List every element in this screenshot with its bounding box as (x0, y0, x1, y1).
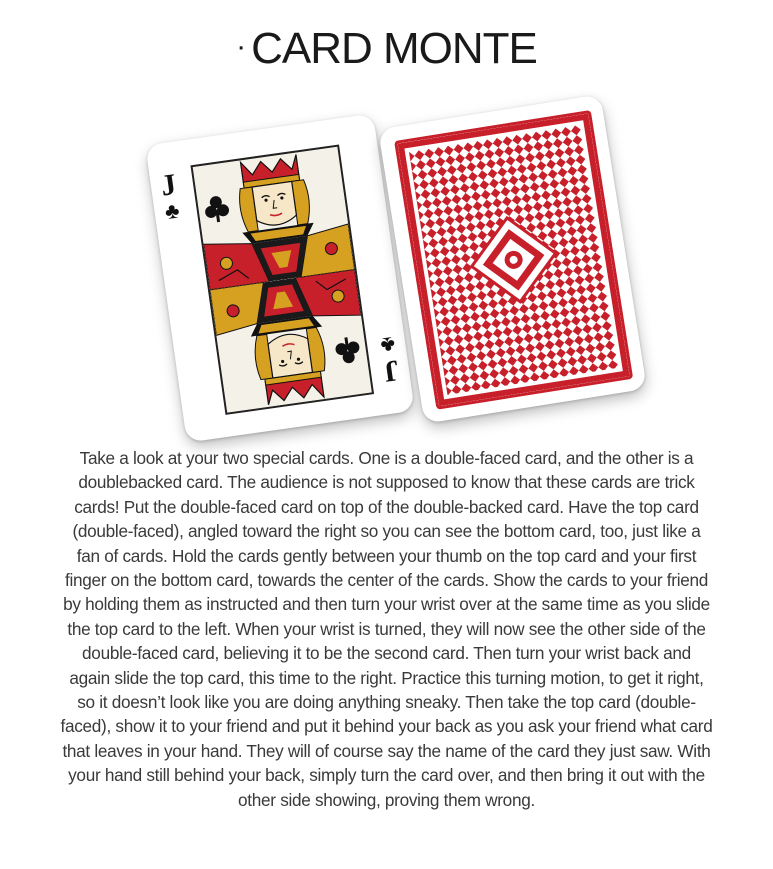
card-index-top (158, 167, 181, 225)
card-index-bottom (379, 333, 401, 387)
title-dot: · (236, 30, 246, 64)
card-back-pattern (394, 110, 633, 410)
jack-figure-top (193, 147, 355, 290)
jack-face-artwork (190, 144, 374, 414)
title-text: CARD MONTE (251, 24, 537, 73)
card-rank: J (158, 167, 179, 203)
instructions-text: Take a look at your two special cards. One is a double-faced card, and the other is a doublebacked card. The audience is not supposed to know that these cards are trick cards! Put the double-faced card on top of the double-backed card. Have the top card (double-faced), angled toward the right so you can see the bottom card, too, just like a fan of cards. Hold the cards gently between your thumb on the top card and your first finger on the bottom card, towards the center of the cards. Show the cards to your friend by holding them as instructed and then turn your wrist over at the same time as you slide the top card to the left. When your wrist is turned, they will now see the other side of the double-faced card, believing it to be the second card. Then turn your wrist back and again slide the top card, this time to the right. Practice this turning motion, to get it right, so it doesn’t look like you are doing anything sneaky. Then take the top card (double-faced), show it to your friend and put it behind your back as you ask your friend what card that leaves in your hand. They will of course say the name of the card they just saw. With your hand still behind your back, simply turn the card over, and then bring it out with the other side showing, proving them wrong. (60, 448, 713, 810)
club-icon: ♣ (163, 197, 181, 225)
jack-of-clubs-card (145, 113, 415, 442)
jack-figure-bottom (210, 270, 372, 413)
club-icon: ♣ (379, 331, 397, 359)
checker-pattern (398, 113, 630, 406)
card-back (378, 94, 647, 424)
card-rank: J (381, 353, 402, 389)
